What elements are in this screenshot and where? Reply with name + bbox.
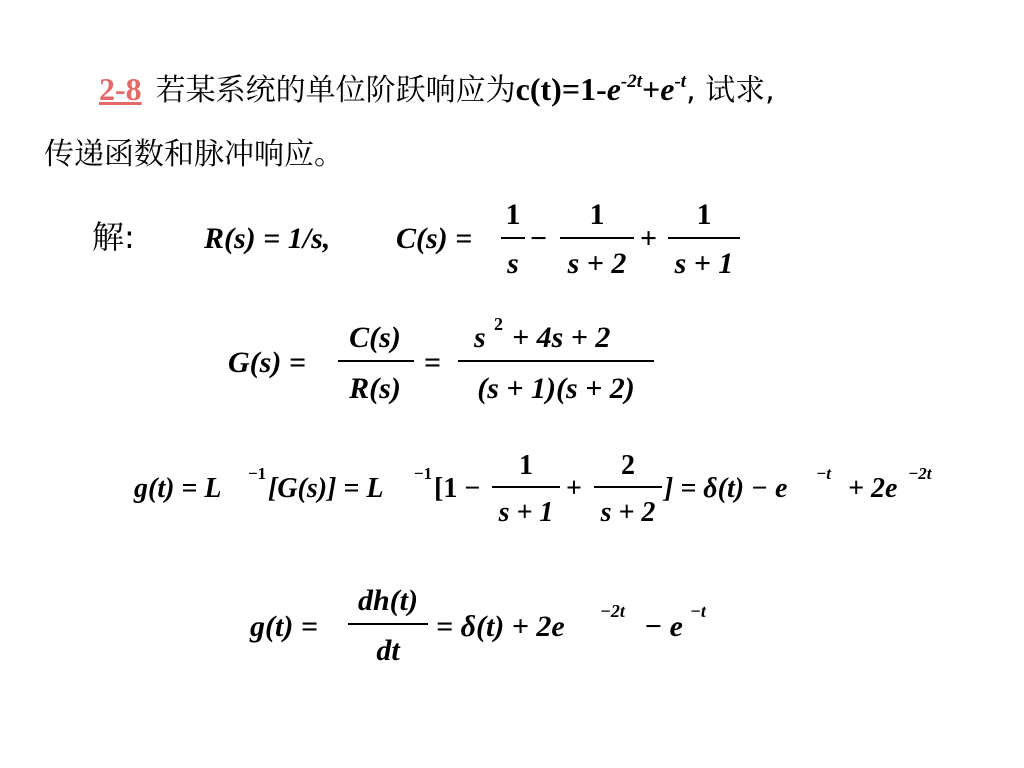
eq3-lhs: g(t) = L [134, 473, 222, 504]
eq1-C-lhs: C(s) = [396, 222, 473, 255]
eq3-inv1: −1 [248, 464, 267, 483]
eq3-plus: + [566, 473, 582, 504]
eq2-frac2-num-rest: + 4s + 2 [512, 321, 611, 354]
eq3-sup-a: −t [816, 464, 832, 483]
ct-expression: $c(t)=1-e^{-2t}+e^{-t}$ [515, 71, 687, 107]
problem-number[interactable]: 2-8 [99, 71, 142, 107]
equation-4 [249, 584, 707, 667]
eq1-frac2-den: s + 2 [567, 247, 627, 280]
eq2-equals: = [424, 346, 442, 379]
eq2-frac2-den: (s + 1)(s + 2) [477, 372, 635, 405]
eq2-frac1-num: C(s) [349, 321, 401, 354]
problem-tail: , 试求, [686, 73, 775, 108]
eq1-frac1-num: 1 [505, 198, 521, 231]
eq3-frac2-den: s + 2 [600, 497, 656, 528]
eq4-rhs-a: = δ(t) + 2e [436, 610, 565, 643]
eq2-frac2-num-s: s [474, 321, 486, 354]
eq3-frac2-num: 2 [621, 450, 635, 481]
eq3-frac1-den: s + 1 [498, 497, 554, 528]
eq1-frac3-den: s + 1 [674, 247, 734, 280]
eq4-rhs-b: − e [644, 610, 683, 643]
eq2-frac2-num-sup: 2 [494, 314, 503, 334]
problem-line2: 传递函数和脉冲响应。 [44, 137, 344, 172]
problem-text: 若某系统的单位阶跃响应为 [155, 73, 516, 108]
eq3-inv2: −1 [414, 464, 433, 483]
equation-3 [133, 450, 933, 528]
eq3-rhs-a: ] = δ(t) − e [664, 473, 788, 504]
eq4-sup-b: −t [690, 601, 706, 621]
solution-label: 解: [92, 218, 135, 256]
eq3-frac1-num: 1 [519, 450, 533, 481]
eq2-lhs: G(s) = [228, 346, 306, 379]
eq1-minus: − [530, 222, 548, 255]
eq1-frac3-num: 1 [696, 198, 712, 231]
eq3-mid2: [1 − [434, 473, 481, 504]
equation-1 [203, 198, 740, 280]
eq1-R: R(s) = 1/s, [204, 222, 331, 255]
eq2-frac1-den: R(s) [349, 372, 401, 405]
eq1-frac1-den: s [507, 247, 519, 280]
eq4-sup-a: −2t [600, 601, 625, 621]
eq1-plus: + [640, 222, 658, 255]
eq3-mid1: [G(s)] = L [268, 473, 384, 504]
eq4-lhs: g(t) = [250, 610, 318, 643]
equation-2 [228, 314, 654, 405]
eq3-rhs-b: + 2e [848, 473, 898, 504]
eq4-frac-den: dt [376, 634, 400, 667]
eq1-frac2-num: 1 [589, 198, 605, 231]
eq3-sup-b: −2t [908, 464, 932, 483]
eq4-frac-num: dh(t) [358, 584, 418, 617]
